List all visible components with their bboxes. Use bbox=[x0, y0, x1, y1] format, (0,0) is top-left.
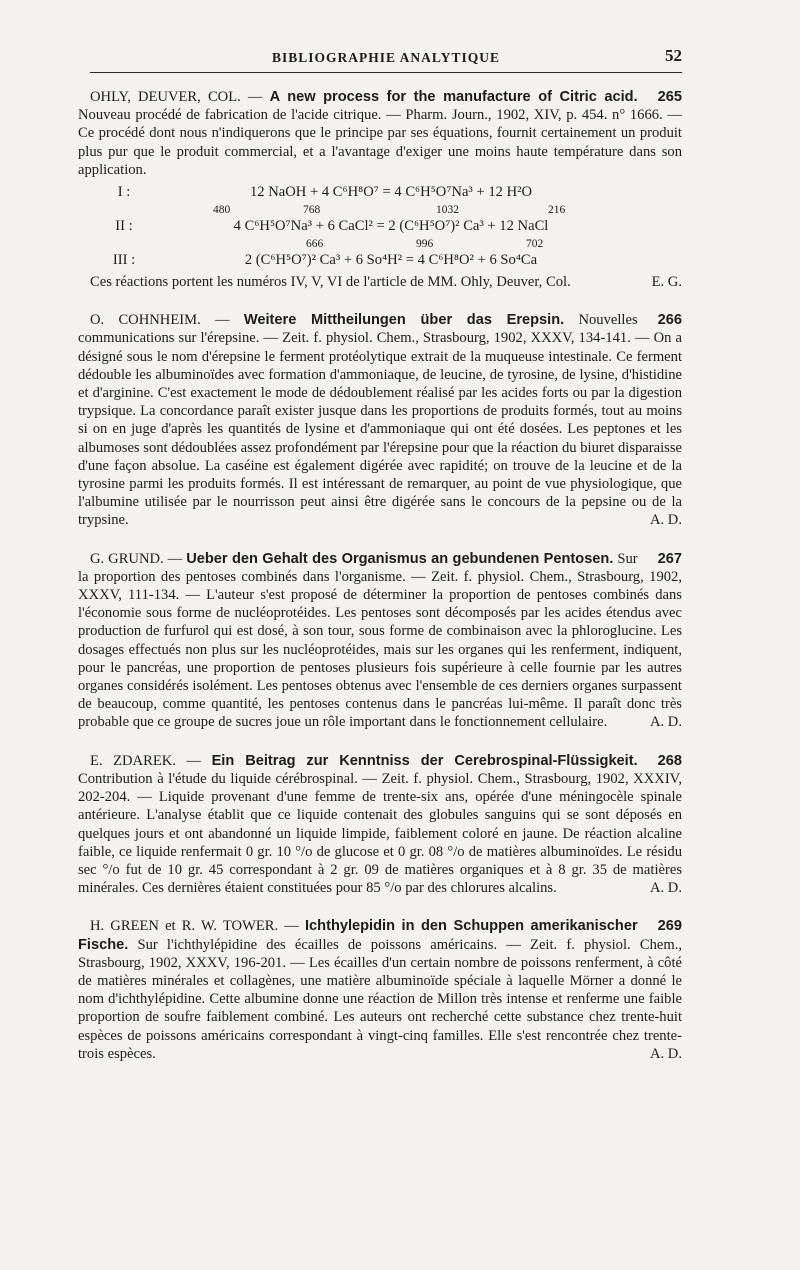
equation-row bbox=[78, 217, 682, 235]
header-title: BIBLIOGRAPHIE ANALYTIQUE bbox=[272, 50, 500, 65]
entry-title: Ichthylepidin in den Schuppen amerikanischer Fische. bbox=[78, 918, 638, 953]
molecular-weight: 768 bbox=[303, 204, 321, 217]
bibliography-entry bbox=[78, 752, 682, 898]
equation-text: 2 (C⁶H⁵O⁷)² Ca³ + 6 So⁴H² = 4 C⁶H⁸O² + 6 So⁴Ca bbox=[244, 252, 538, 269]
equation-label: III : bbox=[112, 252, 136, 269]
entry-paragraph: 267 G. GRUND. — Ueber den Gehalt des Organismus an gebundenen Pentosen. Sur la proportion des pentoses combinés dans l'organisme. — Zeit. f. physiol. Chem., Strasbourg, 1902, XXXV, 111-134. — L'auteur s'est proposé de déterminer la proportion de pentoses combinés dans l'économie sous forme de nucléoprotéides. Les pentoses sont décomposés par les acides étendus avec production de furfurol qui est dosé, à son tour, sous forme de combinaison avec la phloroglucine. Les dosages effectués non plus sur les nucléoprotéides, mais sur les organes qui les renferment, indiquent, pour le pancréas, une proportion de pentoses plusieurs fois supérieure à celle fournie par les autres organes considérés isolément. Les pentoses obtenus avec l'ensemble de ces derniers organes surpassent de beaucoup, comme quantité, les pentoses contenus dans le pancréas lui-même. Il paraît donc très probable que ce groupe de sucres joue un rôle important dans le fonctionnement cellulaire. A. D. bbox=[78, 550, 682, 731]
entry-body: Contribution à l'étude du liquide cérébrospinal. — Zeit. f. physiol. Chem., Strasbourg, 1902, XXXIV, 202-204. — Liquide provenant d'une femme de trente-six ans, opérée d'une méningocèle spinale antérieure. L'analyse établit que ce liquide contenait des globules sanguins qui se sont déposés en quelques jours et ont abandonné un liquide limpide, faiblement coloré en jaune. De réaction alcaline faible, ce liquide renfermait 0 gr. 10 °/o de glucose et 0 gr. 08 °/o de matières albuminoïdes. Le résidu sec °/o fut de 10 gr. 45 correspondant à 2 gr. 09 de matières organiques et à 8 gr. 35 de matières minérales. Ces dernières étaient constituées pour 85 °/o par des chlorures alcalins. bbox=[78, 770, 682, 897]
entry-number: 265 bbox=[657, 89, 682, 105]
bibliography-entry bbox=[78, 311, 682, 529]
running-header bbox=[90, 46, 682, 73]
entry-signature: A. D. bbox=[649, 880, 682, 897]
entry-title: Ueber den Gehalt des Organismus an gebundenen Pentosen. bbox=[186, 550, 614, 567]
entry-authors: OHLY, DEUVER, COL. bbox=[90, 89, 241, 105]
entry-number: 267 bbox=[657, 550, 682, 567]
entry-title: A new process for the manufacture of Citric acid. bbox=[269, 89, 638, 105]
molecular-weight: 996 bbox=[416, 238, 434, 251]
bibliography-entry bbox=[78, 550, 682, 732]
molecular-weight: 480 bbox=[213, 204, 231, 217]
entry-signature: A. D. bbox=[649, 1045, 682, 1062]
page-number: 52 bbox=[665, 46, 682, 65]
equation-text: 12 NaOH + 4 C⁶H⁸O⁷ = 4 C⁶H⁵O⁷Na³ + 12 H²O bbox=[249, 184, 533, 201]
entry-signature: E. G. bbox=[651, 274, 682, 291]
entry-paragraph: 266 O. COHNHEIM. — Weitere Mittheilungen über das Erepsin. Nouvelles communications sur l'érepsine. — Zeit. f. physiol. Chem., Strasbourg, 1902, XXXV, 134-141. — On a désigné sous le nom d'érepsine le ferment protéolytique extrait de la muqueuse intestinale. Ce ferment dédouble les albuminoïdes avec formation d'ammoniaque, de leucine, de tyrosine, de lysine, d'histidine et d'arginine. C'est exactement le mode de dédoublement réalisé par les acides forts ou par la digestion trypsique. La concordance paraît exister jusque dans les proportions de produits formés, tout au moins si on en juge d'après les quantités de lysine et d'ammoniaque qui ont été dosées. Les peptones et les albumoses sont dédoublées assez profondément par l'érepsine pour que la réaction du biuret disparaisse d'une façon absolue. La caséine est également digérée avec rapidité; on trouve de la leucine et de la tyrosine parmi les produits formés. Il est intéressant de remarquer, au point de vue physiologique, que l'albumine utilisée par le nourrisson peut ainsi être digérée sans le concours de la pepsine ou de la trypsine. A. D. bbox=[78, 312, 682, 529]
entry-authors: O. COHNHEIM. bbox=[90, 312, 201, 329]
equation-label: II : bbox=[115, 218, 133, 235]
entry-number: 266 bbox=[657, 312, 682, 329]
molecular-weights bbox=[78, 235, 682, 251]
article-list bbox=[78, 88, 682, 1083]
entry-authors: H. GREEN et R. W. TOWER. bbox=[90, 918, 279, 935]
entry-title: Ein Beitrag zur Kenntniss der Cerebrospinal-Flüssigkeit. bbox=[211, 752, 638, 769]
entry-body: Sur l'ichthylépidine des écailles de poissons américains. — Zeit. f. physiol. Chem., Strasbourg, 1902, XXXV, 196-201. — Les écailles d'un certain nombre de poissons renferment, à côté de matières minérales et collagènes, une matière albuminoïde spéciale à laquelle Mörner a donné le nom d'ichthylépidine. Cette albumine donne une réaction de Millon très intense et renferme une faible proportion de soufre faiblement combiné. Les auteurs ont recherché cette substance chez trente-huit espèces de poissons américains correspondant à vingt-cinq familles. Elle s'est rencontrée chez trente-trois espèces. bbox=[78, 936, 682, 1062]
note-text: Ces réactions portent les numéros IV, V, VI de l'article de MM. Ohly, Deuver, Col. bbox=[90, 274, 571, 291]
entry-number: 269 bbox=[657, 918, 682, 935]
entry-body: Nouveau procédé de fabrication de l'acide citrique. — Pharm. Journ., 1902, XIV, p. 454. n° 1666. — Ce procédé dont nous n'indiquerons que le principe par ses équations, fournit certainement un produit plus pur que le produit commercial, et a l'avantage d'exiger une moins haute température dans son application. bbox=[78, 107, 682, 178]
equation-text: 4 C⁶H⁵O⁷Na³ + 6 CaCl² = 2 (C⁶H⁵O⁷)² Ca³ + 12 NaCl bbox=[233, 218, 549, 235]
entry-paragraph: 265 OHLY, DEUVER, COL. — A new process for the manufacture of Citric acid. Nouveau procédé de fabrication de l'acide citrique. — Pharm. Journ., 1902, XIV, p. 454. n° 1666. — Ce procédé dont nous n'indiquerons que le principe par ses équations, fournit certainement un produit plus pur que le produit commercial, et a l'avantage d'exiger une moins haute température dans son application. bbox=[78, 89, 682, 178]
bibliography-entry bbox=[78, 88, 682, 291]
entry-authors: G. GRUND. bbox=[90, 550, 164, 567]
entry-paragraph: 268 E. ZDAREK. — Ein Beitrag zur Kenntniss der Cerebrospinal-Flüssigkeit. Contribution à l'étude du liquide cérébrospinal. — Zeit. f. physiol. Chem., Strasbourg, 1902, XXXIV, 202-204. — Liquide provenant d'une femme de trente-six ans, opérée d'une méningocèle spinale antérieure. L'analyse établit que ce liquide contenait des globules sanguins qui se sont déposés en quelques jours et ont abandonné un liquide limpide, faiblement coloré en jaune. De réaction alcaline faible, ce liquide renfermait 0 gr. 10 °/o de glucose et 0 gr. 08 °/o de matières albuminoïdes. Le résidu sec °/o fut de 10 gr. 45 correspondant à 2 gr. 09 de matières organiques et à 8 gr. 35 de matières minérales. Ces dernières étaient constituées pour 85 °/o par des chlorures alcalins. A. D. bbox=[78, 752, 682, 897]
entry-note bbox=[78, 273, 682, 291]
equation-label: I : bbox=[117, 184, 131, 201]
entry-body: Nouvelles communications sur l'érepsine. — Zeit. f. physiol. Chem., Strasbourg, 1902, XXXV, 134-141. — On a désigné sous le nom d'érepsine le ferment protéolytique extrait de la muqueuse intestinale. Ce ferment dédouble les albuminoïdes avec formation d'ammoniaque, de leucine, de tyrosine, de lysine, d'histidine et d'arginine. C'est exactement le mode de dédoublement réalisé par les acides forts ou par la digestion trypsique. La concordance paraît exister jusque dans les proportions de produits formés, tout au moins si on en juge d'après les quantités de lysine et d'ammoniaque qui ont été dosées. Les peptones et les albumoses sont dédoublées assez profondément par l'érepsine pour que la réaction du biuret disparaisse d'une façon absolue. La caséine est également digérée avec rapidité; on trouve de la leucine et de la tyrosine parmi les produits formés. Il est intéressant de remarquer, au point de vue physiologique, que l'albumine utilisée par le nourrisson peut ainsi être digérée sans le concours de la pepsine ou de la trypsine. bbox=[78, 312, 682, 529]
entry-signature: A. D. bbox=[649, 714, 682, 731]
entry-body: Sur la proportion des pentoses combinés dans l'organisme. — Zeit. f. physiol. Chem., Strasbourg, 1902, XXXV, 111-134. — L'auteur s'est proposé de déterminer la proportion de pentoses combinés dans l'économie sous forme de nucléoprotéides. Les pentoses sont décomposés par les acides étendus avec production de furfurol qui est dosé, à son tour, sous forme de combinaison avec la phloroglucine. Les dosages effectués non plus sur les nucléoprotéides, mais sur les organes qui les renferment, indiquent, pour le pancréas, une proportion de pentoses plusieurs fois supérieure à celle fournie par les autres organes considérés isolément. Les pentoses obtenus avec l'ensemble de ces derniers organes surpassent de beaucoup, comme quantité, les pentoses contenus dans le pancréas lui-même. Il paraît donc très probable que ce groupe de sucres joue un rôle important dans le fonctionnement cellulaire. bbox=[78, 550, 682, 731]
molecular-weights bbox=[78, 201, 682, 217]
entry-signature: A. D. bbox=[649, 512, 682, 529]
molecular-weight: 666 bbox=[306, 238, 324, 251]
molecular-weight: 1032 bbox=[436, 204, 459, 217]
equation-row bbox=[78, 183, 682, 201]
entry-paragraph: 269 H. GREEN et R. W. TOWER. — Ichthylepidin in den Schuppen amerikanischer Fische. Sur l'ichthylépidine des écailles de poissons américains. — Zeit. f. physiol. Chem., Strasbourg, 1902, XXXV, 196-201. — Les écailles d'un certain nombre de poissons renferment, à côté de matières minérales et collagènes, une matière albuminoïde spéciale à laquelle Mörner a donné le nom d'ichthylépidine. Cette albumine donne une réaction de Millon très intense et renferme une faible proportion de soufre faiblement combiné. Les auteurs ont recherché cette substance chez trente-huit espèces de poissons américains correspondant à vingt-cinq familles. Elle s'est rencontrée chez trente-trois espèces. A. D. bbox=[78, 918, 682, 1062]
bibliography-entry bbox=[78, 917, 682, 1063]
equation-block bbox=[78, 183, 682, 269]
molecular-weight: 702 bbox=[526, 238, 544, 251]
entry-title: Weitere Mittheilungen über das Erepsin. bbox=[243, 312, 565, 329]
entry-number: 268 bbox=[657, 752, 682, 769]
molecular-weight: 216 bbox=[548, 204, 566, 217]
equation-row bbox=[78, 251, 682, 269]
entry-authors: E. ZDAREK. bbox=[90, 752, 176, 769]
